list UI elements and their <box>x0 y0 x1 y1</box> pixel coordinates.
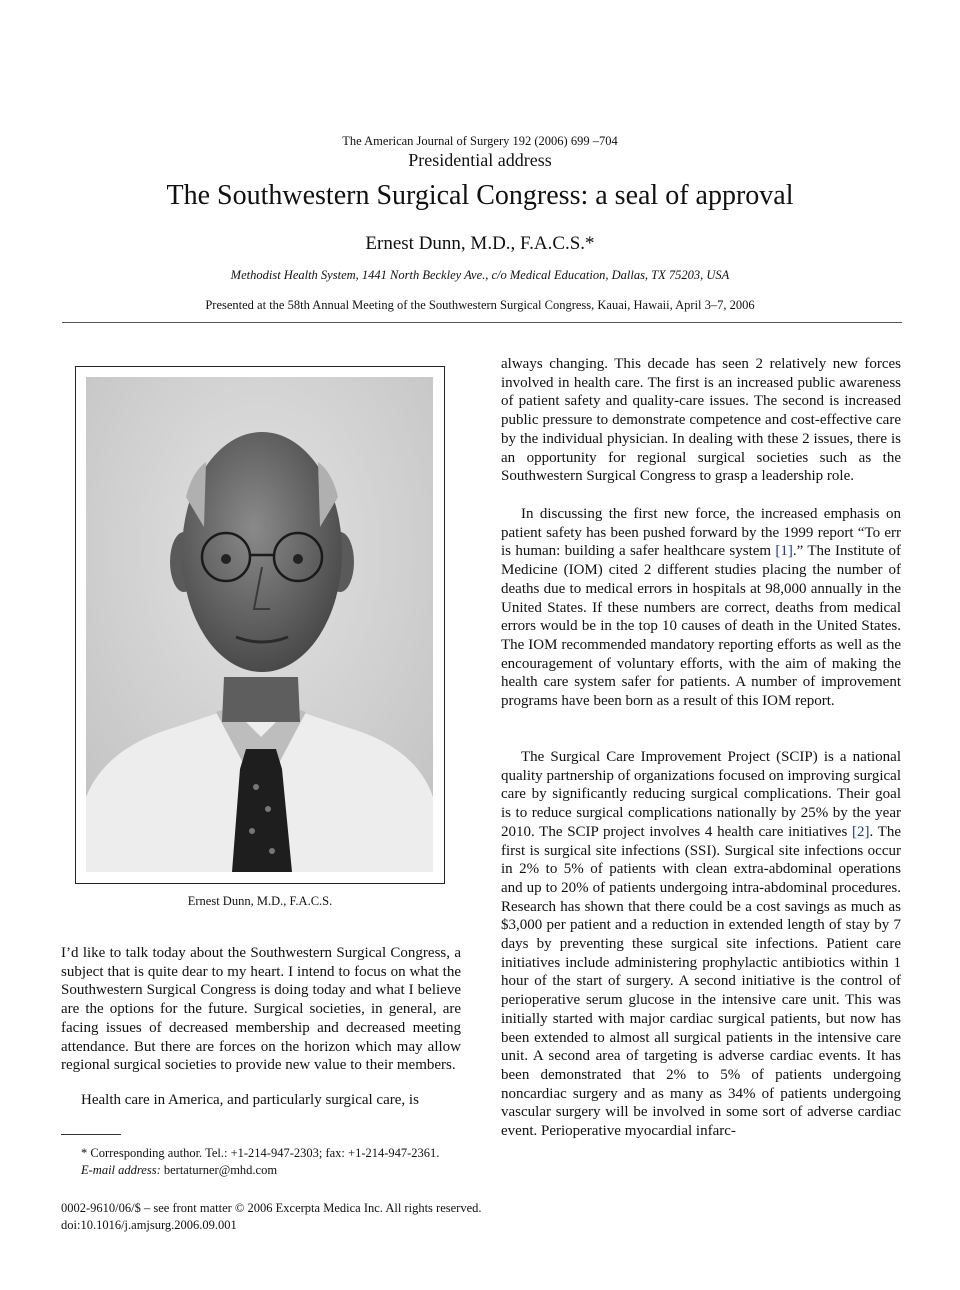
section-label: Presidential address <box>408 150 552 170</box>
footnote-email <box>61 1162 481 1179</box>
paragraph-text: .” The Institute of Medicine (IOM) cited 2 different studies placing the number of deaths due to medical errors in hospitals at 98,000 annually in the United States. If these numbers are correct, deaths from medical errors would be in the top 10 causes of death in the United States. The IOM recommended mandatory reporting efforts as well as the encouragement of voluntary efforts, with the aim of making the health care system safer for patients. A number of improvement programs have been born as a result of this IOM report. <box>501 543 901 710</box>
article-title: The Southwestern Surgical Congress: a seal of approval <box>166 180 794 211</box>
copyright-line: 0002-9610/06/$ – see front matter © 2006 Excerpta Medica Inc. All rights reserved. <box>61 1201 482 1215</box>
citation-link[interactable]: [1] <box>775 543 793 560</box>
header-divider <box>62 322 902 323</box>
paragraph-text: The Surgical Care Improvement Project (SCIP) is a national quality partnership of organizations focused on improving surgical care by significantly reducing surgical complications. Their goal is to reduce surgical complications nationally by 25% by the year 2010. The SCIP project involves 4 health care initiatives <box>501 749 901 840</box>
author-photo <box>86 377 433 872</box>
author-photo-frame <box>75 366 445 884</box>
paragraph-text: . The first is surgical site infections (SSI). Surgical site infections occur in 2% to 5% of patients with clean extra-abdominal operations and up to 20% of patients undergoing intra-abdominal procedures. Research has shown that there could be a cost savings as much as $3,000 per patient and a reduction in extended length of stay by 7 days by preventing these surgical site infections. Patient care initiatives include administering prophylactic antibiotics within 1 hour of the start of surgery. A second initiative is the control of perioperative serum glucose in the intensive care unit. This was initially started with major cardiac surgical patients, but now has been extended to almost all surgical patients in the intensive care unit. A second area of targeting is adverse cardiac events. It has been demonstrated that 2% to 5% of patients undergoing noncardiac surgery and as many as 34% of patients undergoing vascular surgery will be involved in some sort of adverse cardiac event. Perioperative myocardial infarc- <box>501 823 901 1140</box>
photo-caption: Ernest Dunn, M.D., F.A.C.S. <box>187 894 333 908</box>
doi-line: doi:10.1016/j.amjsurg.2006.09.001 <box>61 1218 237 1232</box>
portrait-image <box>86 377 433 872</box>
email-address[interactable]: bertaturner@mhd.com <box>163 1163 278 1177</box>
body-paragraph <box>501 505 901 711</box>
body-paragraph <box>501 748 901 1141</box>
body-paragraph: Health care in America, and particularly surgical care, is <box>81 1092 419 1108</box>
journal-citation: The American Journal of Surgery 192 (2006) 699 –704 <box>342 134 618 148</box>
author-name: Ernest Dunn, M.D., F.A.C.S.* <box>365 233 595 254</box>
footnote-corresponding: * Corresponding author. Tel.: +1-214-947-2303; fax: +1-214-947-2361. <box>81 1146 440 1160</box>
author-affiliation: Methodist Health System, 1441 North Beckley Ave., c/o Medical Education, Dallas, TX 75203, USA <box>230 268 730 282</box>
paragraph-text: In discussing the first new force, the increased emphasis on patient safety has been pushed forward by the 1999 report “To err is human: building a safer healthcare system <box>501 506 901 560</box>
presentation-note: Presented at the 58th Annual Meeting of the Southwestern Surgical Congress, Kauai, Hawaii, April 3–7, 2006 <box>205 298 755 312</box>
body-paragraph: always changing. This decade has seen 2 relatively new forces involved in health care. The first is an increased public awareness of patient safety and quality-care issues. The second is increased public pressure to demonstrate competence and cost-effective care by the individual physician. In dealing with these 2 issues, there is an opportunity for regional surgical societies such as the Southwestern Surgical Congress to grasp a leadership role. <box>501 356 901 485</box>
footnote-divider <box>61 1134 121 1135</box>
email-label: E-mail address: <box>81 1163 161 1177</box>
citation-link[interactable]: [2] <box>851 823 870 840</box>
body-paragraph: I’d like to talk today about the Southwestern Surgical Congress, a subject that is quite dear to my heart. I intend to focus on what the Southwestern Surgical Congress is doing today and what I believe are the options for the future. Surgical societies, in general, are facing issues of decreased membership and decreased meeting attendance. But there are forces on the horizon which may allow regional surgical societies to provide new value to their members. <box>61 945 461 1074</box>
